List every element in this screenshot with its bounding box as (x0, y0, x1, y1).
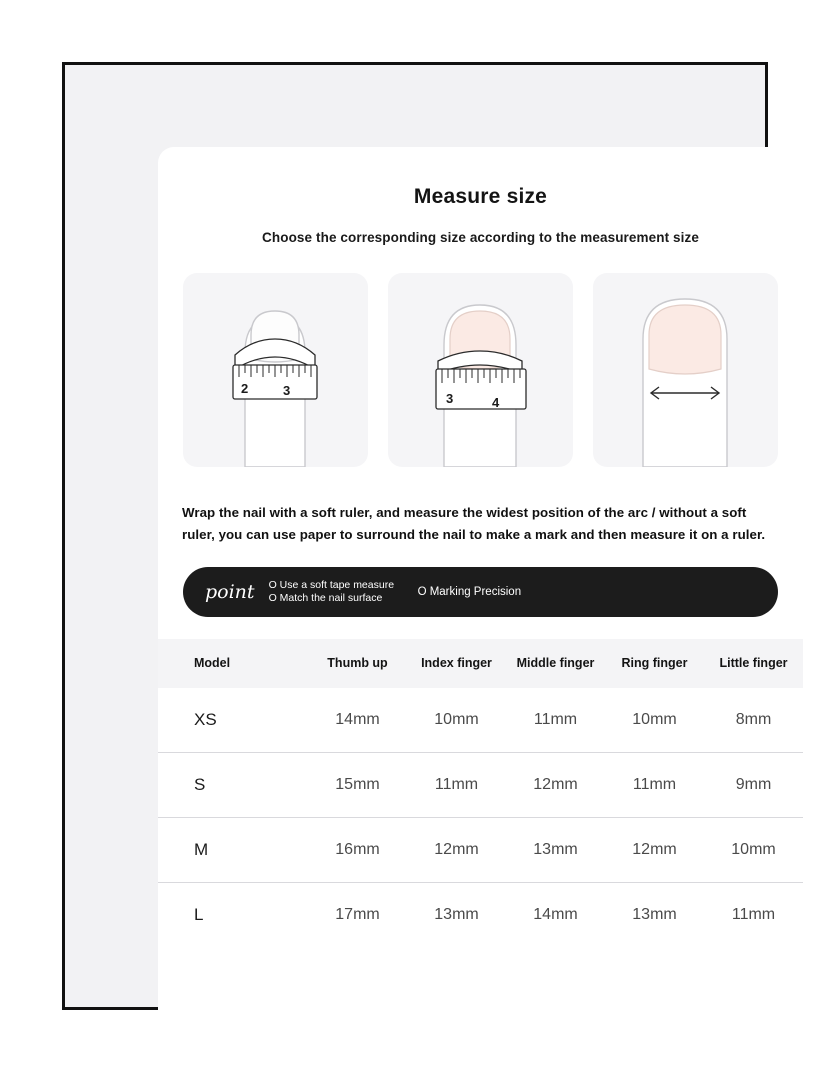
column-header-middle: Middle finger (516, 656, 595, 671)
cell-middle: 12mm (506, 753, 605, 818)
cell-ring: 10mm (605, 688, 704, 753)
cell-ring: 11mm (605, 753, 704, 818)
cell-middle: 11mm (506, 688, 605, 753)
point-item-1: O Use a soft tape measure O Match the nail surface (268, 578, 395, 605)
cell-little: 11mm (731, 906, 776, 924)
cell-little: 10mm (704, 818, 803, 883)
cell-little: 9mm (704, 753, 803, 818)
page-subtitle: Choose the corresponding size according to the measurement size (262, 230, 699, 245)
cell-model: M (158, 818, 308, 883)
point-label: point (205, 581, 255, 604)
finger-with-ruler-illustration-2 (388, 273, 573, 467)
size-table-body (158, 688, 803, 947)
svg-text:3: 3 (283, 383, 291, 398)
cell-thumb: 15mm (308, 753, 407, 818)
figure-nail-width-arrow (593, 273, 778, 467)
column-header-model: Model (194, 656, 231, 671)
page-frame (62, 62, 788, 1010)
page-title: Measure size (413, 185, 548, 208)
cell-index: 10mm (407, 688, 506, 753)
finger-with-ruler-illustration-1 (183, 273, 368, 467)
point-items (269, 579, 756, 606)
point-tips-bar (183, 567, 778, 617)
table-row (158, 818, 803, 883)
cell-little: 8mm (704, 688, 803, 753)
finger-with-width-arrow-illustration (593, 273, 778, 467)
cell-model: L (194, 905, 204, 925)
cell-thumb: 17mm (335, 906, 380, 924)
cell-index: 13mm (434, 906, 479, 924)
cell-middle: 13mm (506, 818, 605, 883)
size-table-wrapper (158, 639, 803, 947)
size-table (158, 639, 803, 947)
cell-index: 11mm (407, 753, 506, 818)
figure-nail-tape-1 (183, 273, 368, 467)
point-item-2: O Marking Precision (417, 585, 522, 598)
cell-middle: 14mm (533, 906, 578, 924)
table-row (158, 753, 803, 818)
column-header-ring: Ring finger (621, 656, 688, 671)
page-corner-artifact (710, 972, 766, 1012)
cell-model: S (158, 753, 308, 818)
cell-index: 12mm (407, 818, 506, 883)
measure-instructions: Wrap the nail with a soft ruler, and measure the widest position of the arc / without a soft ruler, you can use paper to surround the nail to make a mark and then measure it on a ruler. (182, 505, 766, 542)
column-header-thumb: Thumb up (327, 656, 388, 671)
cell-ring: 12mm (605, 818, 704, 883)
svg-text:2: 2 (241, 381, 249, 396)
svg-text:4: 4 (492, 395, 500, 410)
size-table-head (158, 639, 803, 688)
cell-thumb: 16mm (308, 818, 407, 883)
size-guide-card (158, 147, 803, 1057)
cell-model: XS (158, 688, 308, 753)
cell-ring: 13mm (632, 906, 677, 924)
figures-row (158, 245, 803, 467)
table-row (158, 688, 803, 753)
figure-nail-tape-2 (388, 273, 573, 467)
cell-thumb: 14mm (308, 688, 407, 753)
svg-text:3: 3 (446, 391, 454, 406)
table-row (158, 883, 803, 948)
column-header-index: Index finger (421, 656, 492, 671)
table-header-row (158, 639, 803, 688)
column-header-little: Little finger (719, 656, 788, 671)
